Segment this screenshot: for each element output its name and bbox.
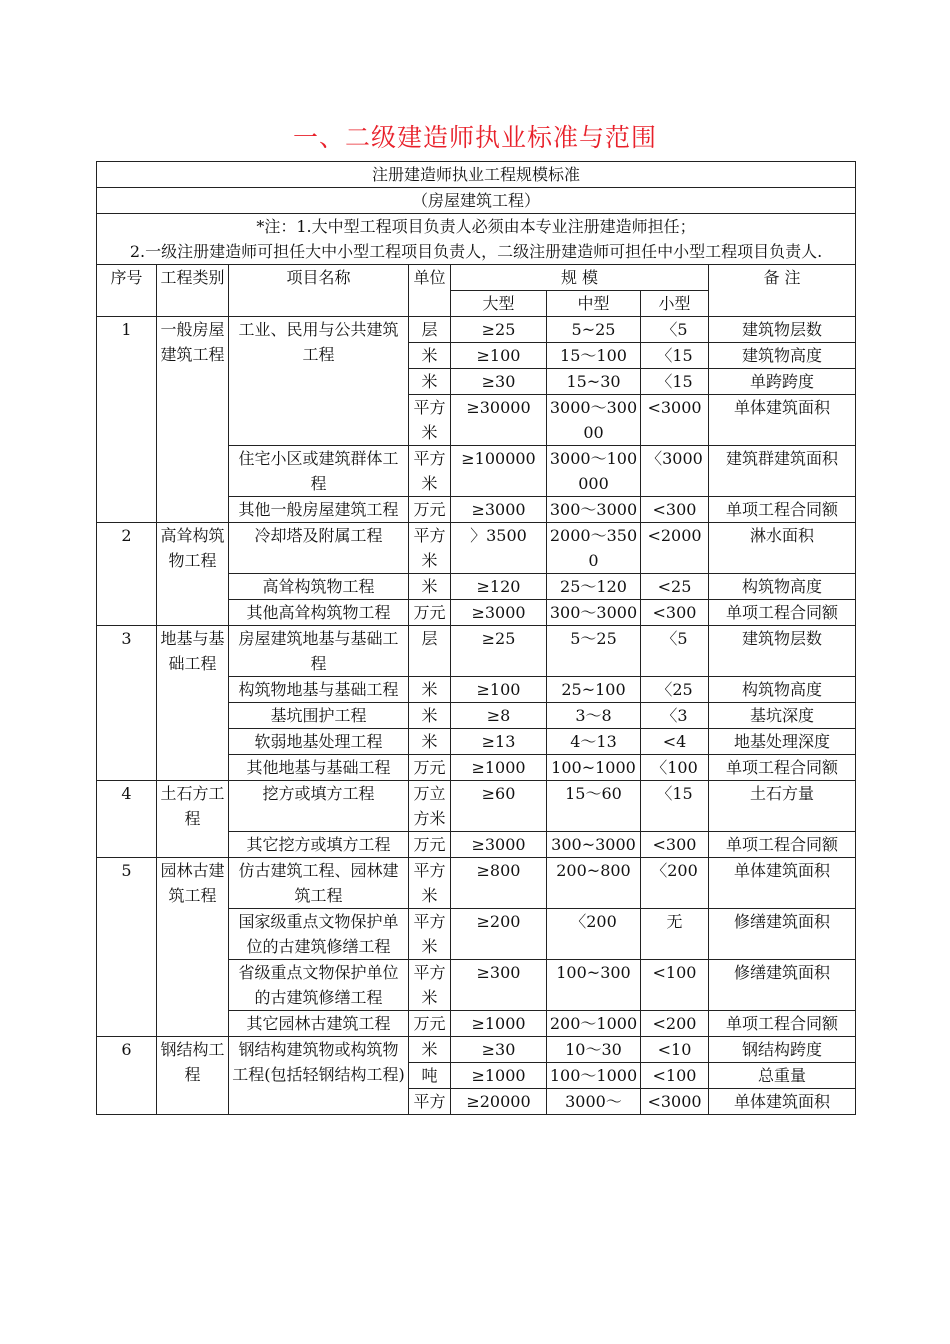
row-category: 一般房屋建筑工程 (157, 317, 229, 523)
row-large: ≥30 (451, 369, 547, 395)
row-small: 〈3000 (641, 446, 709, 497)
row-large: ≥1000 (451, 1011, 547, 1037)
row-seq: 6 (97, 1037, 157, 1115)
row-unit: 米 (409, 574, 451, 600)
header-category: 工程类别 (157, 265, 229, 317)
row-medium: 300～3000 (547, 497, 641, 523)
row-medium: 15~30 (547, 369, 641, 395)
row-remark: 修缮建筑面积 (709, 909, 856, 960)
row-project: 挖方或填方工程 (229, 781, 409, 832)
row-large: ≥20000 (451, 1089, 547, 1115)
row-project: 软弱地基处理工程 (229, 729, 409, 755)
row-remark: 基坑深度 (709, 703, 856, 729)
row-large: ≥25 (451, 626, 547, 677)
table-row (97, 626, 856, 677)
row-large: ≥1000 (451, 755, 547, 781)
row-remark: 土石方量 (709, 781, 856, 832)
row-project: 基坑围护工程 (229, 703, 409, 729)
row-medium: 25~100 (547, 677, 641, 703)
row-project: 构筑物地基与基础工程 (229, 677, 409, 703)
row-project: 其他一般房屋建筑工程 (229, 497, 409, 523)
row-remark: 建筑物层数 (709, 317, 856, 343)
row-remark: 建筑物层数 (709, 626, 856, 677)
row-large: ≥30000 (451, 395, 547, 446)
row-project: 高耸构筑物工程 (229, 574, 409, 600)
row-project: 国家级重点文物保护单位的古建筑修缮工程 (229, 909, 409, 960)
row-unit: 米 (409, 729, 451, 755)
row-unit: 吨 (409, 1063, 451, 1089)
row-project: 房屋建筑地基与基础工程 (229, 626, 409, 677)
header-medium: 中型 (547, 291, 641, 317)
row-remark: 总重量 (709, 1063, 856, 1089)
row-small: 〈100 (641, 755, 709, 781)
row-large: ≥3000 (451, 832, 547, 858)
table-row (97, 858, 856, 909)
row-large: 〉3500 (451, 523, 547, 574)
row-unit: 平方米 (409, 960, 451, 1011)
row-remark: 单体建筑面积 (709, 858, 856, 909)
row-large: ≥200 (451, 909, 547, 960)
row-category: 园林古建筑工程 (157, 858, 229, 1037)
row-unit: 层 (409, 317, 451, 343)
header-seq: 序号 (97, 265, 157, 317)
row-medium: 25～120 (547, 574, 641, 600)
row-large: ≥3000 (451, 600, 547, 626)
row-remark: 建筑群建筑面积 (709, 446, 856, 497)
row-category: 高耸构筑物工程 (157, 523, 229, 626)
row-unit: 平方米 (409, 395, 451, 446)
row-category: 钢结构工程 (157, 1037, 229, 1115)
row-project: 冷却塔及附属工程 (229, 523, 409, 574)
row-remark: 修缮建筑面积 (709, 960, 856, 1011)
row-medium: 2000～3500 (547, 523, 641, 574)
header-remark: 备 注 (709, 265, 856, 317)
row-project: 仿古建筑工程、园林建筑工程 (229, 858, 409, 909)
header-large: 大型 (451, 291, 547, 317)
row-unit: 米 (409, 343, 451, 369)
row-medium: 100～1000 (547, 1063, 641, 1089)
row-unit: 米 (409, 1037, 451, 1063)
row-medium: 200~800 (547, 858, 641, 909)
header-project: 项目名称 (229, 265, 409, 317)
row-remark: 构筑物高度 (709, 574, 856, 600)
table-row (97, 1037, 856, 1063)
row-large: ≥8 (451, 703, 547, 729)
row-category: 土石方工程 (157, 781, 229, 858)
row-project: 省级重点文物保护单位的古建筑修缮工程 (229, 960, 409, 1011)
table-row (97, 781, 856, 832)
row-large: ≥13 (451, 729, 547, 755)
row-remark: 单项工程合同额 (709, 497, 856, 523)
row-remark: 单项工程合同额 (709, 600, 856, 626)
row-small: 〈15 (641, 343, 709, 369)
row-remark: 单项工程合同额 (709, 755, 856, 781)
row-medium: 5～25 (547, 626, 641, 677)
row-unit: 万立方米 (409, 781, 451, 832)
row-small: <2000 (641, 523, 709, 574)
row-project: 住宅小区或建筑群体工程 (229, 446, 409, 497)
scale-standard-table (96, 161, 856, 1115)
row-large: ≥1000 (451, 1063, 547, 1089)
row-small: <4 (641, 729, 709, 755)
row-medium: 100~300 (547, 960, 641, 1011)
row-large: ≥300 (451, 960, 547, 1011)
header-scale: 规 模 (451, 265, 709, 291)
row-small: <300 (641, 497, 709, 523)
row-project: 钢结构建筑物或构筑物工程(包括轻钢结构工程) (229, 1037, 409, 1115)
row-large: ≥120 (451, 574, 547, 600)
row-medium: 5~25 (547, 317, 641, 343)
row-unit: 万元 (409, 755, 451, 781)
table-row (97, 317, 856, 343)
row-unit: 平方米 (409, 909, 451, 960)
row-small: <100 (641, 1063, 709, 1089)
row-unit: 平方米 (409, 858, 451, 909)
row-small: 〈25 (641, 677, 709, 703)
row-medium: 10～30 (547, 1037, 641, 1063)
row-unit: 万元 (409, 497, 451, 523)
row-small: 〈200 (641, 858, 709, 909)
row-project: 其它园林古建筑工程 (229, 1011, 409, 1037)
row-small: 〈15 (641, 781, 709, 832)
row-project: 其他地基与基础工程 (229, 755, 409, 781)
row-seq: 2 (97, 523, 157, 626)
row-unit: 平方米 (409, 446, 451, 497)
row-small: 〈5 (641, 317, 709, 343)
row-small: 〈15 (641, 369, 709, 395)
row-small: 〈5 (641, 626, 709, 677)
row-remark: 淋水面积 (709, 523, 856, 574)
row-small: <300 (641, 832, 709, 858)
row-project: 其它挖方或填方工程 (229, 832, 409, 858)
row-medium: 〈200 (547, 909, 641, 960)
row-medium: 200～1000 (547, 1011, 641, 1037)
row-large: ≥800 (451, 858, 547, 909)
row-remark: 钢结构跨度 (709, 1037, 856, 1063)
row-seq: 1 (97, 317, 157, 523)
row-remark: 单体建筑面积 (709, 1089, 856, 1115)
row-small: <200 (641, 1011, 709, 1037)
page-title: 一、二级建造师执业标准与范围 (292, 123, 657, 152)
row-medium: 300~3000 (547, 832, 641, 858)
table-subtitle: （房屋建筑工程） (97, 188, 856, 214)
row-large: ≥100 (451, 343, 547, 369)
row-medium: 4～13 (547, 729, 641, 755)
row-seq: 5 (97, 858, 157, 1037)
row-remark: 地基处理深度 (709, 729, 856, 755)
row-small: <3000 (641, 395, 709, 446)
row-medium: 3000～ (547, 1089, 641, 1115)
row-project: 其他高耸构筑物工程 (229, 600, 409, 626)
row-unit: 米 (409, 677, 451, 703)
row-large: ≥30 (451, 1037, 547, 1063)
row-medium: 15～100 (547, 343, 641, 369)
row-medium: 3～8 (547, 703, 641, 729)
note-1: *注：1.大中型工程项目负责人必须由本专业注册建造师担任； (97, 214, 856, 240)
row-small: <25 (641, 574, 709, 600)
row-large: ≥60 (451, 781, 547, 832)
row-medium: 3000～100000 (547, 446, 641, 497)
row-unit: 万元 (409, 600, 451, 626)
row-small: <300 (641, 600, 709, 626)
note-2: 2.一级注册建造师可担任大中小型工程项目负责人，二级注册建造师可担任中小型工程项目负责人. (97, 239, 856, 265)
row-category: 地基与基础工程 (157, 626, 229, 781)
row-medium: 15～60 (547, 781, 641, 832)
row-small: 无 (641, 909, 709, 960)
row-seq: 4 (97, 781, 157, 858)
row-unit: 万元 (409, 1011, 451, 1037)
header-unit: 单位 (409, 265, 451, 317)
row-remark: 建筑物高度 (709, 343, 856, 369)
row-remark: 单体建筑面积 (709, 395, 856, 446)
row-large: ≥3000 (451, 497, 547, 523)
row-small: <100 (641, 960, 709, 1011)
row-small: <3000 (641, 1089, 709, 1115)
row-large: ≥100 (451, 677, 547, 703)
table-row (97, 523, 856, 574)
row-unit: 层 (409, 626, 451, 677)
row-large: ≥25 (451, 317, 547, 343)
row-project: 工业、民用与公共建筑工程 (229, 317, 409, 446)
row-small: <10 (641, 1037, 709, 1063)
row-medium: 100~1000 (547, 755, 641, 781)
header-small: 小型 (641, 291, 709, 317)
row-remark: 单跨跨度 (709, 369, 856, 395)
row-remark: 构筑物高度 (709, 677, 856, 703)
row-unit: 平方米 (409, 523, 451, 574)
row-unit: 平方 (409, 1089, 451, 1115)
row-small: 〈3 (641, 703, 709, 729)
row-large: ≥100000 (451, 446, 547, 497)
row-unit: 米 (409, 369, 451, 395)
row-remark: 单项工程合同额 (709, 832, 856, 858)
row-seq: 3 (97, 626, 157, 781)
row-unit: 万元 (409, 832, 451, 858)
row-remark: 单项工程合同额 (709, 1011, 856, 1037)
row-medium: 3000～30000 (547, 395, 641, 446)
row-medium: 300～3000 (547, 600, 641, 626)
table-title: 注册建造师执业工程规模标准 (97, 162, 856, 188)
row-unit: 米 (409, 703, 451, 729)
